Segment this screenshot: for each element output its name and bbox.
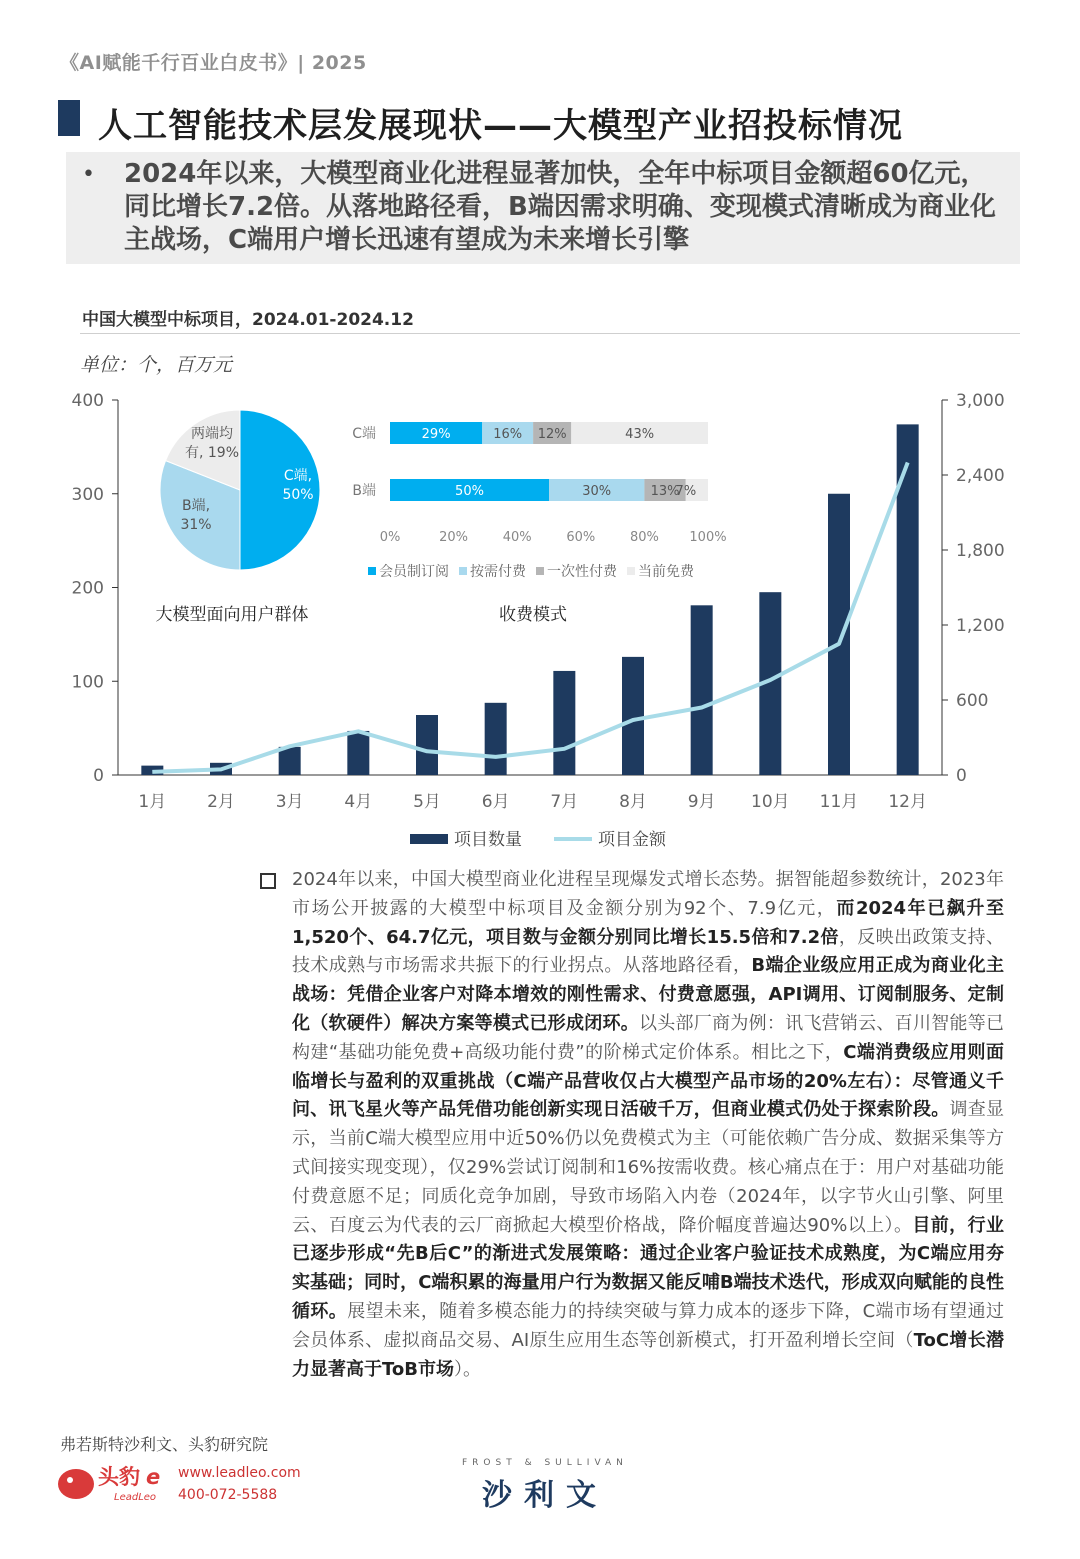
stacked-x-tick-label: 80% (629, 530, 659, 545)
paragraph-segment: ，反映出政策支持、技术成熟与市场需求共振下的行业拐点。从落地路径看， (292, 926, 1004, 977)
summary-bullet: • (82, 162, 95, 187)
title-accent-bar (58, 100, 80, 136)
stacked-x-tick-label: 60% (566, 530, 596, 545)
x-tick-label: 11月 (819, 792, 859, 812)
phone-number: 400-072-5588 (178, 1487, 278, 1503)
stacked-bar-label: 12% (537, 427, 567, 442)
y-right-tick-label: 1,200 (956, 616, 1005, 636)
stacked-x-tick-label: 20% (439, 530, 469, 545)
fs-logo-small: FROST & SULLIVAN (462, 1458, 628, 1468)
y-left-tick-label: 300 (71, 484, 104, 505)
x-tick-label: 9月 (687, 792, 716, 812)
paragraph-segment: 以头部厂商为例：讯飞营销云、百川智能等已构建“基础功能免费+高级功能付费”的阶梯式定价体系。相比之下， (292, 1012, 1004, 1063)
paragraph-segment: 2024年以来，中国大模型商业化进程呈现爆发式增长态势。据智能超参数统计，2023年市场公开披露的大模型中标项目及金额分别为92个、7.9亿元， (292, 869, 1004, 919)
stacked-caption: 收费模式 (499, 605, 567, 625)
x-tick-label: 7月 (550, 792, 579, 812)
stacked-legend-label: 一次性付费 (547, 564, 617, 580)
paragraph-segment: 调查显示，当前C端大模型应用中近50%仍以免费模式为主（可能依赖广告分成、数据采集等方式间接实现变现），仅29%尝试订阅制和16%按需收费。核心痛点在于：用户对基础功能付费意愿不足；同质化竞争加剧，导致市场陷入内卷（2024年，以字节火山引擎、阿里云、百度云为代表的云厂商掀起大模型价格战，降价幅度普遍达90%以上）。 (292, 1099, 1005, 1236)
y-right-tick-label: 0 (956, 766, 967, 786)
stacked-x-tick-label: 0% (379, 530, 401, 545)
bar-project-count (279, 747, 301, 775)
x-tick-label: 2月 (207, 792, 235, 812)
paragraph-segment: ToC增长潜力显著高于ToB市场 (292, 1329, 1004, 1380)
y-right-tick-label: 3,000 (956, 391, 1005, 411)
stacked-legend-swatch (459, 567, 467, 575)
svg-text:e: e (146, 1465, 161, 1489)
y-left-tick-label: 0 (93, 766, 104, 786)
x-tick-label: 8月 (619, 792, 647, 812)
paragraph-segment: ）。 (453, 1358, 481, 1380)
x-tick-label: 5月 (413, 792, 441, 812)
bar-project-count (485, 703, 507, 775)
stacked-legend-label: 当前免费 (638, 564, 694, 580)
stacked-x-tick-label: 40% (502, 530, 532, 545)
x-tick-label: 10月 (751, 792, 790, 812)
x-tick-label: 3月 (275, 792, 304, 812)
legend-label: 项目金额 (598, 830, 666, 850)
stacked-category-label: B端 (352, 483, 376, 499)
contact-info (178, 1462, 301, 1506)
y-right-tick-label: 600 (956, 691, 989, 711)
paragraph-segment: 而2024年已飙升至1,520个、64.7亿元，项目数与金额分别同比增长15.5倍和7.2倍 (292, 897, 1004, 948)
frost-sullivan-logo (462, 1458, 628, 1514)
paragraph-segment: 展望未来，随着多模态能力的持续突破与算力成本的逐步下降，C端市场有望通过会员体系、虚拟商品交易、AI原生应用生态等创新模式，打开盈利增长空间（ (292, 1300, 1004, 1351)
y-left-tick-label: 200 (71, 578, 104, 599)
stacked-legend-swatch (536, 567, 544, 575)
summary-text: 2024年以来，大模型商业化进程显著加快，全年中标项目金额超60亿元，同比增长7.2倍。从落地路径看，B端因需求明确、变现模式清晰成为商业化主战场，C端用户增长迅速有望成为未来增长引擎 (124, 159, 996, 255)
report-series-title: 《AI赋能千行百业白皮书》| 2025 (60, 52, 367, 74)
stacked-legend-label: 会员制订阅 (379, 564, 449, 580)
bar-project-count (622, 657, 644, 775)
bar-project-count (416, 715, 438, 775)
pie-slice-label: 两端均有, 19% (184, 426, 240, 461)
bar-project-count (828, 494, 850, 775)
website-link[interactable]: www.leadleo.com (178, 1465, 301, 1481)
combo-chart (0, 380, 1080, 860)
x-tick-label: 12月 (888, 792, 927, 812)
stacked-bar-label: 43% (625, 427, 655, 442)
stacked-category-label: C端 (352, 426, 376, 442)
stacked-bar-label: 29% (421, 427, 451, 442)
page-title: 人工智能技术层发展现状——大模型产业招投标情况 (98, 106, 903, 146)
logo-text: 头豹 (98, 1465, 140, 1489)
checkbox-bullet-icon (260, 873, 276, 889)
paragraph-segment: 目前，行业已逐步形成“先B后C”的渐进式发展策略：通过企业客户验证技术成熟度，为C端应用夯实基础；同时，C端积累的海量用户行为数据又能反哺B端技术迭代，形成双向赋能的良性循环。 (292, 1214, 1004, 1322)
bar-project-count (691, 605, 713, 775)
logo-subtext: LeadLeo (114, 1492, 157, 1503)
legend-label: 项目数量 (454, 830, 522, 850)
bar-project-count (553, 671, 575, 775)
pie-slice-label: B端, 31% (180, 498, 212, 533)
chart-divider (80, 333, 1020, 334)
chart-unit: 单位：个，百万元 (80, 354, 233, 376)
chart-title: 中国大模型中标项目，2024.01-2024.12 (82, 310, 414, 330)
bar-project-count (347, 731, 369, 775)
source-note: 弗若斯特沙利文、头豹研究院 (60, 1435, 269, 1454)
stacked-bar-label: 7% (675, 484, 697, 499)
stacked-bar-label: 16% (493, 427, 523, 442)
y-left-tick-label: 400 (71, 391, 104, 411)
y-right-tick-label: 1,800 (956, 541, 1005, 561)
paragraph-segment: C端消费级应用则面临增长与盈利的双重挑战（C端产品营收仅占大模型产品市场的20%左右）：尽管通义千问、讯飞星火等产品凭借功能创新实现日活破千万，但商业模式仍处于探索阶段。 (292, 1041, 1004, 1121)
y-right-tick-label: 2,400 (956, 466, 1005, 486)
x-tick-label: 4月 (344, 792, 373, 812)
x-tick-label: 1月 (138, 792, 167, 812)
stacked-legend-label: 按需付费 (470, 564, 526, 580)
summary-box (66, 152, 1020, 264)
pie-caption: 大模型面向用户群体 (155, 605, 309, 625)
y-left-tick-label: 100 (71, 672, 104, 693)
stacked-bar-label: 13% (650, 484, 680, 499)
pie-slice-label: C端, 50% (282, 468, 314, 503)
stacked-legend-swatch (627, 567, 635, 575)
paragraph-segment: B端企业级应用正成为商业化主战场：凭借企业客户对降本增效的刚性需求、付费意愿强，API调用、订阅制服务、定制化（软硬件）解决方案等模式已形成闭环。 (292, 955, 1005, 1034)
stacked-x-tick-label: 100% (689, 530, 727, 545)
legend-swatch-bar (410, 834, 448, 844)
leadleo-logo (56, 1460, 176, 1506)
fs-logo-big: 沙利文 (481, 1478, 608, 1513)
stacked-bar-label: 50% (455, 484, 484, 499)
bar-project-count (897, 424, 919, 775)
analysis-paragraph (292, 866, 1004, 1384)
stacked-legend-swatch (368, 567, 376, 575)
x-tick-label: 6月 (481, 792, 510, 812)
stacked-bar-label: 30% (582, 484, 612, 499)
